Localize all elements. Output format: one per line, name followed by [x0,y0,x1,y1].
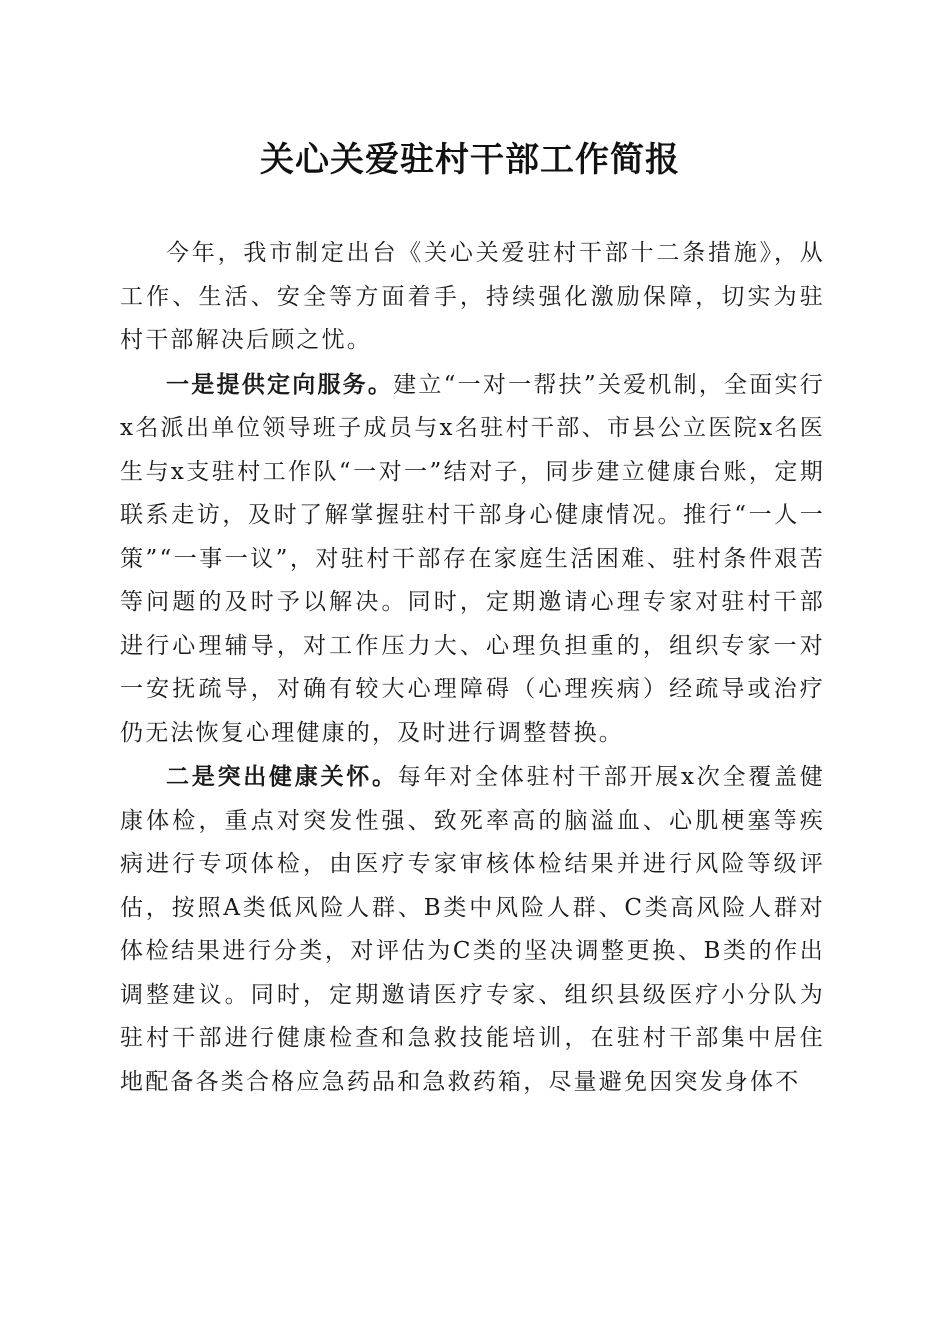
section-text-2: 每年对全体驻村干部开展x次全覆盖健康体检，重点对突发性强、致死率高的脑溢血、心肌梗塞等疾病进行专项体检，由医疗专家审核体检结果并进行风险等级评估，按照A类低风险人群、B类中风险人群、C类高风险人群对体检结果进行分类，对评估为C类的坚决调整更换、B类的作出调整建议。同时，定期邀请医疗专家、组织县级医疗小分队为驻村干部进行健康检查和急救技能培训，在驻村干部集中居住地配备各类合格应急药品和急救药箱，尽量避免因突发身体不 [120,764,825,1095]
section-lead-1: 一是提供定向服务。 [166,370,394,398]
section-paragraph-1 [120,363,825,756]
intro-paragraph: 今年，我市制定出台《关心关爱驻村干部十二条措施》，从工作、生活、安全等方面着手，持续强化激励保障，切实为驻村干部解决后顾之忧。 [120,240,825,353]
document-body [120,232,825,1104]
section-paragraph-2 [120,755,825,1104]
section-text-1: 建立“一对一帮扶”关爱机制，全面实行x名派出单位领导班子成员与x名驻村干部、市县公立医院x名医生与x支驻村工作队“一对一”结对子，同步建立健康台账，定期联系走访，及时了解掌握驻村干部身心健康情况。推行“一人一策”“一事一议”，对驻村干部存在家庭生活困难、驻村条件艰苦等问题的及时予以解决。同时，定期邀请心理专家对驻村干部进行心理辅导，对工作压力大、心理负担重的，组织专家一对一安抚疏导，对确有较大心理障碍（心理疾病）经疏导或治疗仍无法恢复心理健康的，及时进行调整替换。 [120,371,825,746]
section-lead-2: 二是突出健康关怀。 [166,763,398,790]
document-title: 关心关爱驻村干部工作简报 [260,140,680,180]
